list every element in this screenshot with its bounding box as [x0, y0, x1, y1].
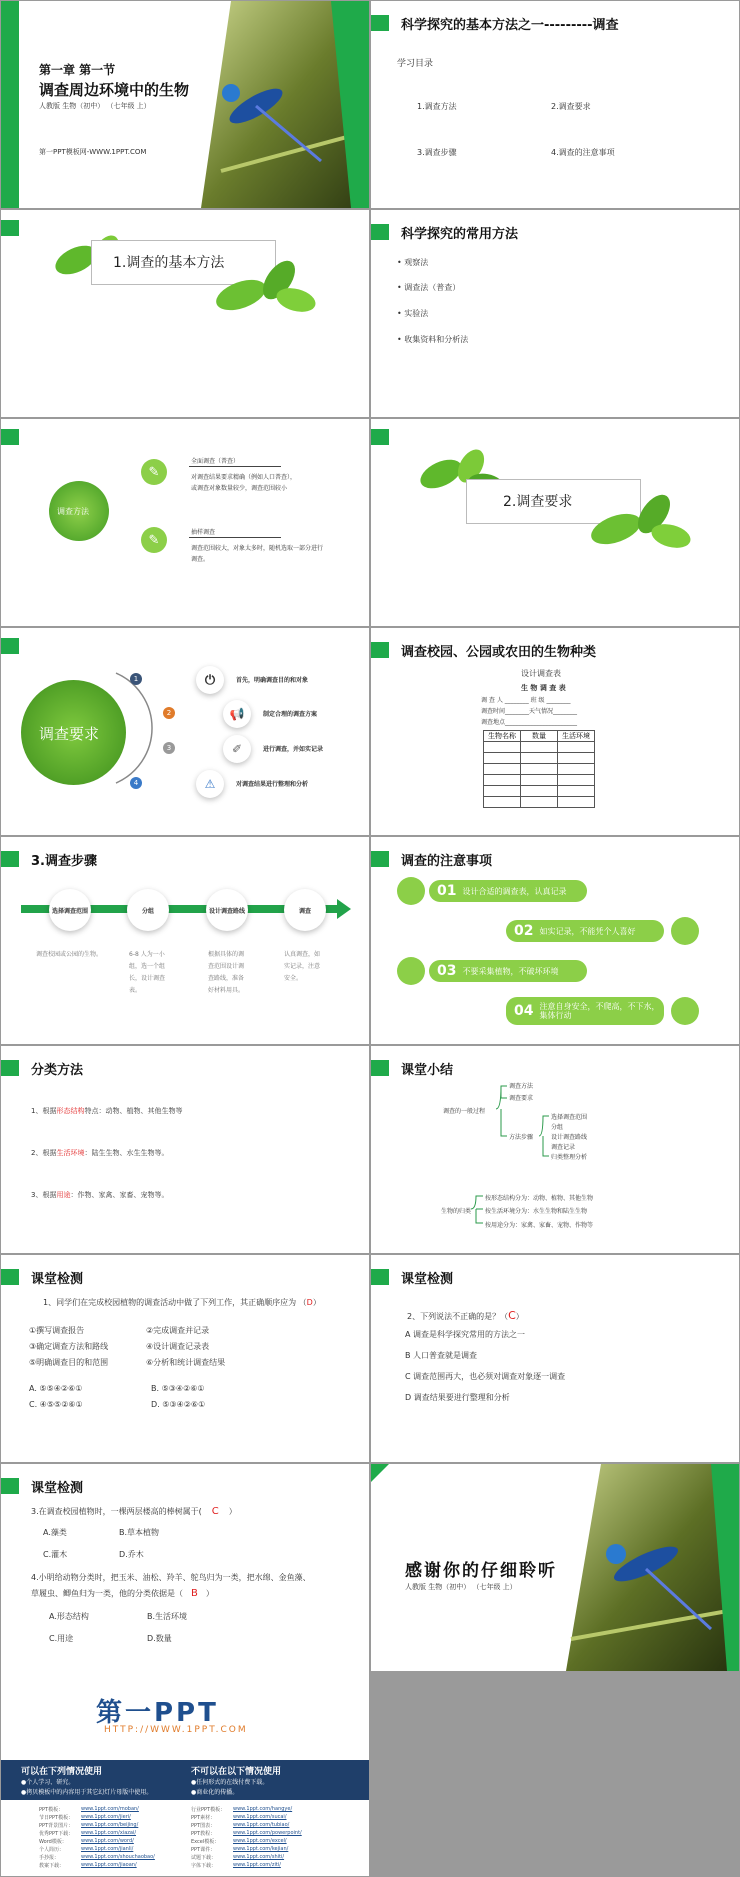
quiz-stem: 4.小明给动物分类时，把玉米、油松、羚羊、鸵鸟归为一类，把水绵、金鱼藻、: [31, 1573, 311, 1582]
ad-link[interactable]: www.1ppt.com/jieri/: [81, 1814, 131, 1820]
ad-link[interactable]: www.1ppt.com/moban/: [81, 1806, 139, 1812]
mindmap-root: 生物的归类: [441, 1208, 472, 1215]
slide-quiz-1[interactable]: [1, 1255, 369, 1462]
method-item: • 调查法（普查）: [397, 283, 461, 292]
green-marker: [1, 1060, 19, 1076]
survey-b-title: 抽样调查: [191, 529, 216, 536]
mindmap-leaf: 按用途分为：家禽、家畜、宠物、作物等: [485, 1222, 594, 1229]
survey-a-desc: 对调查结果要求精确（例如人口普查），: [191, 474, 297, 481]
ad-link-label: 个人简历：: [39, 1847, 65, 1853]
brand-url[interactable]: HTTP://WWW.1PPT.COM: [104, 1725, 248, 1735]
ad-link[interactable]: www.1ppt.com/beijing/: [81, 1822, 139, 1828]
ad-link-label: Excel模板：: [191, 1839, 220, 1845]
ad-link[interactable]: www.1ppt.com/ziti/: [233, 1862, 281, 1868]
classify-line: 3、根据用途：作物、家禽、家畜、宠物等。: [31, 1191, 169, 1199]
req-item: 进行调查，并如实记录: [263, 746, 324, 753]
ad-link[interactable]: www.1ppt.com/hangye/: [233, 1806, 293, 1812]
methods-title: 科学探究的常用方法: [401, 227, 519, 242]
mindmap-leaf: 归类整理分析: [551, 1154, 588, 1161]
step-desc: 好材料用具。: [208, 987, 245, 994]
cover-title: 调查周边环境中的生物: [39, 81, 190, 99]
slide-requirements[interactable]: [1, 628, 369, 835]
quiz-option[interactable]: C.灌木: [43, 1550, 68, 1559]
req-item: 制定合理的调查方案: [263, 711, 318, 718]
form-line: 调 查 人 ________ 班 级 ________: [481, 697, 571, 704]
toc-title: 科学探究的基本方法之一---------调查: [401, 18, 619, 33]
green-marker: [371, 642, 389, 658]
quiz-option[interactable]: C.用途: [49, 1634, 74, 1643]
quiz-option[interactable]: B 人口普查就是调查: [405, 1351, 478, 1360]
quiz-stem: 1、同学们在完成校园植物的调查活动中做了下列工作，其正确顺序应为 （D）: [43, 1298, 321, 1307]
survey-b-desc: 调查。: [191, 556, 210, 563]
ad-link-label: 行业PPT模板：: [191, 1807, 226, 1813]
notes-title: 调查的注意事项: [401, 854, 493, 869]
quiz-option[interactable]: D.数量: [147, 1634, 172, 1643]
ad-link[interactable]: www.1ppt.com/word/: [81, 1838, 134, 1844]
survey-a-title: 全面调查（普查）: [191, 458, 240, 465]
mindmap-leaf: 调查记录: [551, 1144, 576, 1151]
leaf-icon: [586, 484, 696, 559]
step-circle: 分组: [127, 889, 169, 931]
green-marker: [1, 220, 19, 236]
bullet-circle: [671, 917, 699, 945]
survey-a-desc: 或调查对象数量较少，调查范围较小: [191, 485, 288, 492]
campus-title: 调查校园、公园或农田的生物种类: [401, 645, 597, 660]
ad-link[interactable]: www.1ppt.com/kejian/: [233, 1846, 289, 1852]
slide-section-1[interactable]: [1, 210, 369, 417]
quiz-option: ③确定调查方法和路线: [29, 1342, 109, 1351]
ad-right-line: ●商业化的传播。: [191, 1789, 239, 1796]
green-marker: [371, 1269, 389, 1285]
quiz-option[interactable]: B.草本植物: [119, 1528, 160, 1537]
mindmap-leaf: 按形态结构分为：动物、植物、其他生物: [485, 1195, 594, 1202]
slide-campus-survey[interactable]: [371, 628, 739, 835]
quiz-choice[interactable]: D. ⑤③④②⑥①: [151, 1400, 206, 1409]
ad-link-label: 字体下载：: [191, 1863, 217, 1869]
green-marker: [371, 224, 389, 240]
slide-section-2[interactable]: [371, 419, 739, 626]
ad-link[interactable]: www.1ppt.com/sucai/: [233, 1814, 287, 1820]
classify-line: 1、根据形态结构特点：动物、植物、其他生物等: [31, 1107, 183, 1115]
quiz-option[interactable]: A 调查是科学探究常用的方法之一: [405, 1330, 526, 1339]
col-header: 生活环境: [558, 731, 595, 742]
form-line: 调查时间________天气情况________: [481, 708, 578, 715]
form-line: 调查地点________________________: [481, 719, 578, 726]
ad-link[interactable]: www.1ppt.com/tubiao/: [233, 1822, 290, 1828]
green-marker: [1, 638, 19, 654]
quiz-stem: 2、下列说法不正确的是？（C）: [407, 1309, 524, 1322]
ad-link-label: PPT课件：: [191, 1847, 216, 1853]
ad-link-label: PPT教程：: [191, 1831, 216, 1837]
step-number: 3: [163, 742, 175, 754]
leaf-icon: [211, 250, 321, 320]
col-header: 生物名称: [484, 731, 521, 742]
ad-right-title: 不可以在以下情况使用: [191, 1767, 282, 1777]
quiz-option[interactable]: C 调查范围再大，也必须对调查对象逐一调查: [405, 1372, 566, 1381]
edit-icon: ✎: [141, 527, 167, 553]
ad-link[interactable]: www.1ppt.com/powerpoint/: [233, 1830, 302, 1836]
classify-line: 2、根据生活环境：陆生生物、水生生物等。: [31, 1149, 169, 1157]
ad-link[interactable]: www.1ppt.com/shouchaobao/: [81, 1854, 155, 1860]
slide-quiz-3[interactable]: [1, 1464, 369, 1671]
mindmap-leaf: 设计调查路线: [551, 1134, 588, 1141]
slide-summary[interactable]: [371, 1046, 739, 1253]
method-item: • 观察法: [397, 258, 429, 267]
arc-connector: [111, 668, 171, 788]
mindmap-root: 调查的一般过程: [443, 1108, 486, 1115]
green-marker: [1, 429, 19, 445]
step-desc: 安全。: [284, 975, 303, 982]
step-number: 1: [130, 673, 142, 685]
ad-right-line: ●任何形式的在线付费下载。: [191, 1779, 269, 1786]
ad-link-label: 试题下载：: [191, 1855, 217, 1861]
steps-title: 3.调查步骤: [31, 854, 97, 869]
step-circle: 调查: [284, 889, 326, 931]
slide-toc[interactable]: [371, 1, 739, 208]
quiz-option[interactable]: A.藻类: [43, 1528, 67, 1537]
step-desc: 根据具体的调: [208, 951, 245, 958]
ad-link[interactable]: www.1ppt.com/shiti/: [233, 1854, 285, 1860]
cover-site: 第一PPT模板网-WWW.1PPT.COM: [39, 148, 147, 156]
quiz-option: ⑥分析和统计调查结果: [146, 1358, 226, 1367]
slide-notes[interactable]: [371, 837, 739, 1044]
step-desc: 6-8 人为一小: [129, 951, 165, 958]
quiz-title: 课堂检测: [31, 1481, 84, 1496]
step-desc: 认真调查，如: [284, 951, 321, 958]
quiz-stem: 3.在调查校园植物时，一棵两层楼高的棒树属于( C ）: [31, 1506, 237, 1517]
form-title: 设计调查表: [521, 669, 561, 678]
req-item: 首先，明确调查目的和对象: [236, 677, 309, 684]
mindmap-leaf: 选择调查范围: [551, 1114, 588, 1121]
step-circle: 选择调查范围: [49, 889, 91, 931]
quiz-title: 课堂检测: [31, 1272, 84, 1287]
warning-icon: ⚠: [196, 770, 224, 798]
ad-link-label: PPT图表：: [191, 1823, 216, 1829]
step-desc: 查路线，准备: [208, 975, 245, 982]
toc-item[interactable]: 3.调查步骤: [417, 148, 457, 157]
method-item: • 实验法: [397, 309, 429, 318]
toc-item[interactable]: 4.调查的注意事项: [551, 148, 615, 157]
mindmap-node: 方法步骤: [509, 1134, 534, 1141]
step-desc: 长，设计调查: [129, 975, 166, 982]
step-desc: 查范围设计调: [208, 963, 245, 970]
cover-chapter: 第一章 第一节: [39, 63, 116, 77]
req-item: 对调查结果进行整理和分析: [236, 781, 309, 788]
divider: [189, 466, 281, 467]
toc-subtitle: 学习目录: [397, 59, 434, 69]
center-label: 调查方法: [57, 507, 89, 516]
survey-b-desc: 调查范围较大，对象太多时，随机选取一部分进行: [191, 545, 324, 552]
green-marker: [371, 15, 389, 31]
col-header: 数量: [521, 731, 558, 742]
quiz-choice[interactable]: B. ⑤③④②⑥①: [151, 1384, 205, 1393]
power-icon: ⏻: [196, 666, 224, 694]
ad-link-label: Word模板：: [39, 1839, 67, 1845]
quiz-option: ④设计调查记录表: [146, 1342, 210, 1351]
ad-left-line: ●拷贝模板中的内容用于其它幻灯片母版中使用。: [21, 1789, 153, 1796]
green-marker: [371, 429, 389, 445]
green-marker: [1, 1478, 19, 1494]
ad-link-label: PPT素材：: [191, 1815, 216, 1821]
brand-logo: 第一PPT: [96, 1698, 219, 1728]
green-marker: [1, 1269, 19, 1285]
ad-link-label: PPT背景图片：: [39, 1823, 74, 1829]
thanks-edition: 人教版 生物（初中） （七年级 上）: [405, 1583, 517, 1591]
quiz-choice[interactable]: A. ⑤⑤④②⑥①: [29, 1384, 83, 1393]
step-desc: 实记录，注意: [284, 963, 321, 970]
step-number: 4: [130, 777, 142, 789]
ad-link-label: 节日PPT模板：: [39, 1815, 74, 1821]
summary-title: 课堂小结: [401, 1063, 454, 1078]
step-circle: 设计调查路线: [206, 889, 248, 931]
slide-survey-types[interactable]: [1, 419, 369, 626]
ad-left-line: ●个人学习、研究。: [21, 1779, 75, 1786]
quiz-option: ②完成调查并记录: [146, 1326, 210, 1335]
center-label: 调查要求: [39, 725, 100, 743]
slide-classify[interactable]: [1, 1046, 369, 1253]
mindmap-node: 调查方法: [509, 1083, 534, 1090]
note-pill: 02 如实记录，不能凭个人喜好: [506, 920, 664, 942]
thanks-title: 感谢你的仔细聆听: [405, 1561, 557, 1581]
slide-steps[interactable]: [1, 837, 369, 1044]
quiz-stem: 草履虫、鲫鱼归为一类，他的分类依据是（ B ）: [31, 1588, 214, 1599]
slide-thanks[interactable]: [371, 1464, 739, 1671]
slide-quiz-2[interactable]: [371, 1255, 739, 1462]
ad-link[interactable]: www.1ppt.com/jianli/: [81, 1846, 134, 1852]
ad-link[interactable]: www.1ppt.com/xiazai/: [81, 1830, 137, 1836]
step-desc: 调查校园或公园的生物。: [36, 951, 103, 958]
dragonfly-photo: [201, 1, 369, 208]
quiz-option[interactable]: D 调查结果要进行整理和分析: [405, 1393, 510, 1402]
megaphone-icon: 📢: [223, 700, 251, 728]
table-title: 生 物 调 查 表: [521, 684, 566, 692]
slide-cover[interactable]: [1, 1, 369, 208]
note-pill: 04 注意自身安全，不爬高，不下水，集体行动: [506, 997, 664, 1025]
divider: [189, 537, 281, 538]
edit-icon: ✎: [141, 459, 167, 485]
quiz-option[interactable]: B.生活环境: [147, 1612, 188, 1621]
step-desc: 表。: [129, 987, 142, 994]
toc-item[interactable]: 1.调查方法: [417, 102, 457, 111]
mindmap-leaf: 按生活环境分为：水生生物和陆生生物: [485, 1208, 588, 1215]
green-marker: [371, 851, 389, 867]
survey-table: [483, 730, 595, 808]
green-side-bar: [1, 1, 19, 208]
quiz-choice[interactable]: C. ④⑤⑤②⑥①: [29, 1400, 83, 1409]
note-pill: 01 设计合适的调查表，认真记录: [429, 880, 587, 902]
pencil-icon: ✐: [223, 735, 251, 763]
ad-link-label: 优秀PPT下载：: [39, 1831, 74, 1837]
classify-title: 分类方法: [31, 1063, 84, 1078]
toc-item[interactable]: 2.调查要求: [551, 102, 591, 111]
ad-link-label: PPT模板：: [39, 1807, 64, 1813]
quiz-title: 课堂检测: [401, 1272, 454, 1287]
ad-link-label: 手抄报：: [39, 1855, 60, 1861]
step-desc: 组，选一个组: [129, 963, 166, 970]
green-marker: [1, 851, 19, 867]
mindmap-leaf: 分组: [551, 1124, 564, 1131]
note-pill: 03 不要采集植物，不破坏环境: [429, 960, 587, 982]
step-number: 2: [163, 707, 175, 719]
ad-link[interactable]: www.1ppt.com/excel/: [233, 1838, 287, 1844]
bullet-circle: [397, 957, 425, 985]
section-label: 1.调查的基本方法: [113, 255, 225, 271]
ad-link-label: 教案下载：: [39, 1863, 65, 1869]
ad-left-title: 可以在下列情况使用: [21, 1767, 103, 1777]
quiz-option: ⑤明确调查目的和范围: [29, 1358, 109, 1367]
slide-ad[interactable]: [1, 1670, 369, 1876]
bullet-circle: [671, 997, 699, 1025]
slide-methods[interactable]: [371, 210, 739, 417]
section-label: 2.调查要求: [503, 494, 573, 510]
cover-edition: 人教版 生物（初中） （七年级 上）: [39, 102, 151, 110]
quiz-option: ①撰写调查报告: [29, 1326, 85, 1335]
arrow-head-icon: [337, 899, 351, 919]
ad-link[interactable]: www.1ppt.com/jiaoan/: [81, 1862, 137, 1868]
mindmap-node: 调查要求: [509, 1095, 534, 1102]
bullet-circle: [397, 877, 425, 905]
quiz-option[interactable]: A.形态结构: [49, 1612, 89, 1621]
method-item: • 收集资料和分析法: [397, 335, 469, 344]
quiz-option[interactable]: D.乔木: [119, 1550, 144, 1559]
